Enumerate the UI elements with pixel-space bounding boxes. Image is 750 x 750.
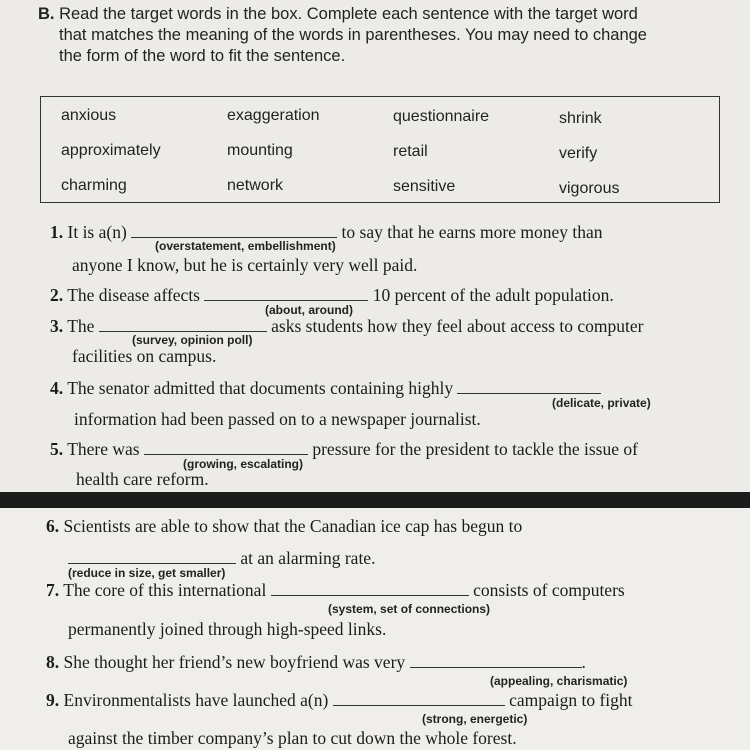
item-3-blank[interactable]	[99, 317, 267, 332]
instructions-line-2: that matches the meaning of the words in parentheses. You may need to change	[59, 26, 647, 44]
word-vigorous: vigorous	[559, 180, 620, 197]
item-7-blank[interactable]	[271, 581, 469, 596]
item-6-hint: (reduce in size, get smaller)	[68, 566, 226, 580]
item-5-line-1: 5. There was pressure for the president to tackle the issue of	[50, 439, 638, 459]
word-sensitive: sensitive	[393, 178, 456, 195]
word-network: network	[227, 177, 284, 194]
item-1-blank[interactable]	[131, 223, 337, 238]
item-1-line-2: anyone I know, but he is certainly very well paid.	[72, 255, 418, 275]
instructions	[38, 4, 738, 67]
item-5-blank[interactable]	[144, 440, 308, 455]
word-verify: verify	[559, 145, 598, 162]
item-2-line-1: 2. The disease affects 10 percent of the adult population.	[50, 285, 614, 305]
target-word-box	[40, 96, 720, 203]
item-4-line-1: 4. The senator admitted that documents containing highly	[50, 378, 601, 399]
item-3-line-2: facilities on campus.	[72, 346, 217, 366]
item-2-hint: (about, around)	[265, 303, 353, 317]
item-5-line-2: health care reform.	[76, 469, 209, 489]
item-7-hint: (system, set of connections)	[328, 602, 491, 616]
item-4-blank[interactable]	[457, 379, 601, 394]
word-mounting: mounting	[227, 142, 293, 159]
word-questionnaire: questionnaire	[393, 108, 490, 125]
instructions-line-3: the form of the word to fit the sentence.	[59, 47, 346, 65]
item-4-hint: (delicate, private)	[552, 396, 651, 410]
item-9-line-2: against the timber company’s plan to cut down the whole forest.	[68, 728, 517, 748]
item-7-line-1: 7. The core of this international consists of computers	[46, 580, 625, 600]
section-letter: B.	[38, 5, 55, 23]
word-exaggeration: exaggeration	[227, 107, 320, 124]
word-charming: charming	[61, 177, 127, 194]
item-8-hint: (appealing, charismatic)	[490, 674, 628, 688]
item-8-blank[interactable]	[410, 653, 582, 668]
word-shrink: shrink	[559, 110, 602, 127]
item-9-line-1: 9. Environmentalists have launched a(n) campaign to fight	[46, 690, 633, 710]
item-7-line-2: permanently joined through high-speed links.	[68, 619, 387, 639]
instructions-line-1: B. Read the target words in the box. Complete each sentence with the target word	[38, 5, 638, 23]
item-6-blank[interactable]	[68, 549, 236, 564]
item-6-line-1: 6. Scientists are able to show that the Canadian ice cap has begun to	[46, 516, 523, 536]
item-8-line-1: 8. She thought her friend’s new boyfriend was very .	[46, 652, 586, 672]
word-retail: retail	[393, 143, 428, 160]
item-2-blank[interactable]	[204, 286, 368, 301]
item-9-blank[interactable]	[333, 691, 505, 706]
item-1-hint: (overstatement, embellishment)	[155, 239, 336, 253]
item-9-hint: (strong, energetic)	[422, 712, 528, 726]
word-anxious: anxious	[61, 107, 117, 124]
item-6-line-2: at an alarming rate.	[68, 548, 375, 569]
worksheet-photo-bottom	[0, 508, 750, 750]
item-1-line-1: 1. It is a(n) to say that he earns more money than	[50, 222, 603, 242]
word-approximately: approximately	[61, 142, 161, 159]
item-3-hint: (survey, opinion poll)	[132, 333, 253, 347]
item-5-hint: (growing, escalating)	[183, 457, 304, 471]
item-4-line-2: information had been passed on to a newspaper journalist.	[74, 409, 481, 429]
item-3-line-1: 3. The asks students how they feel about access to computer	[50, 316, 644, 336]
